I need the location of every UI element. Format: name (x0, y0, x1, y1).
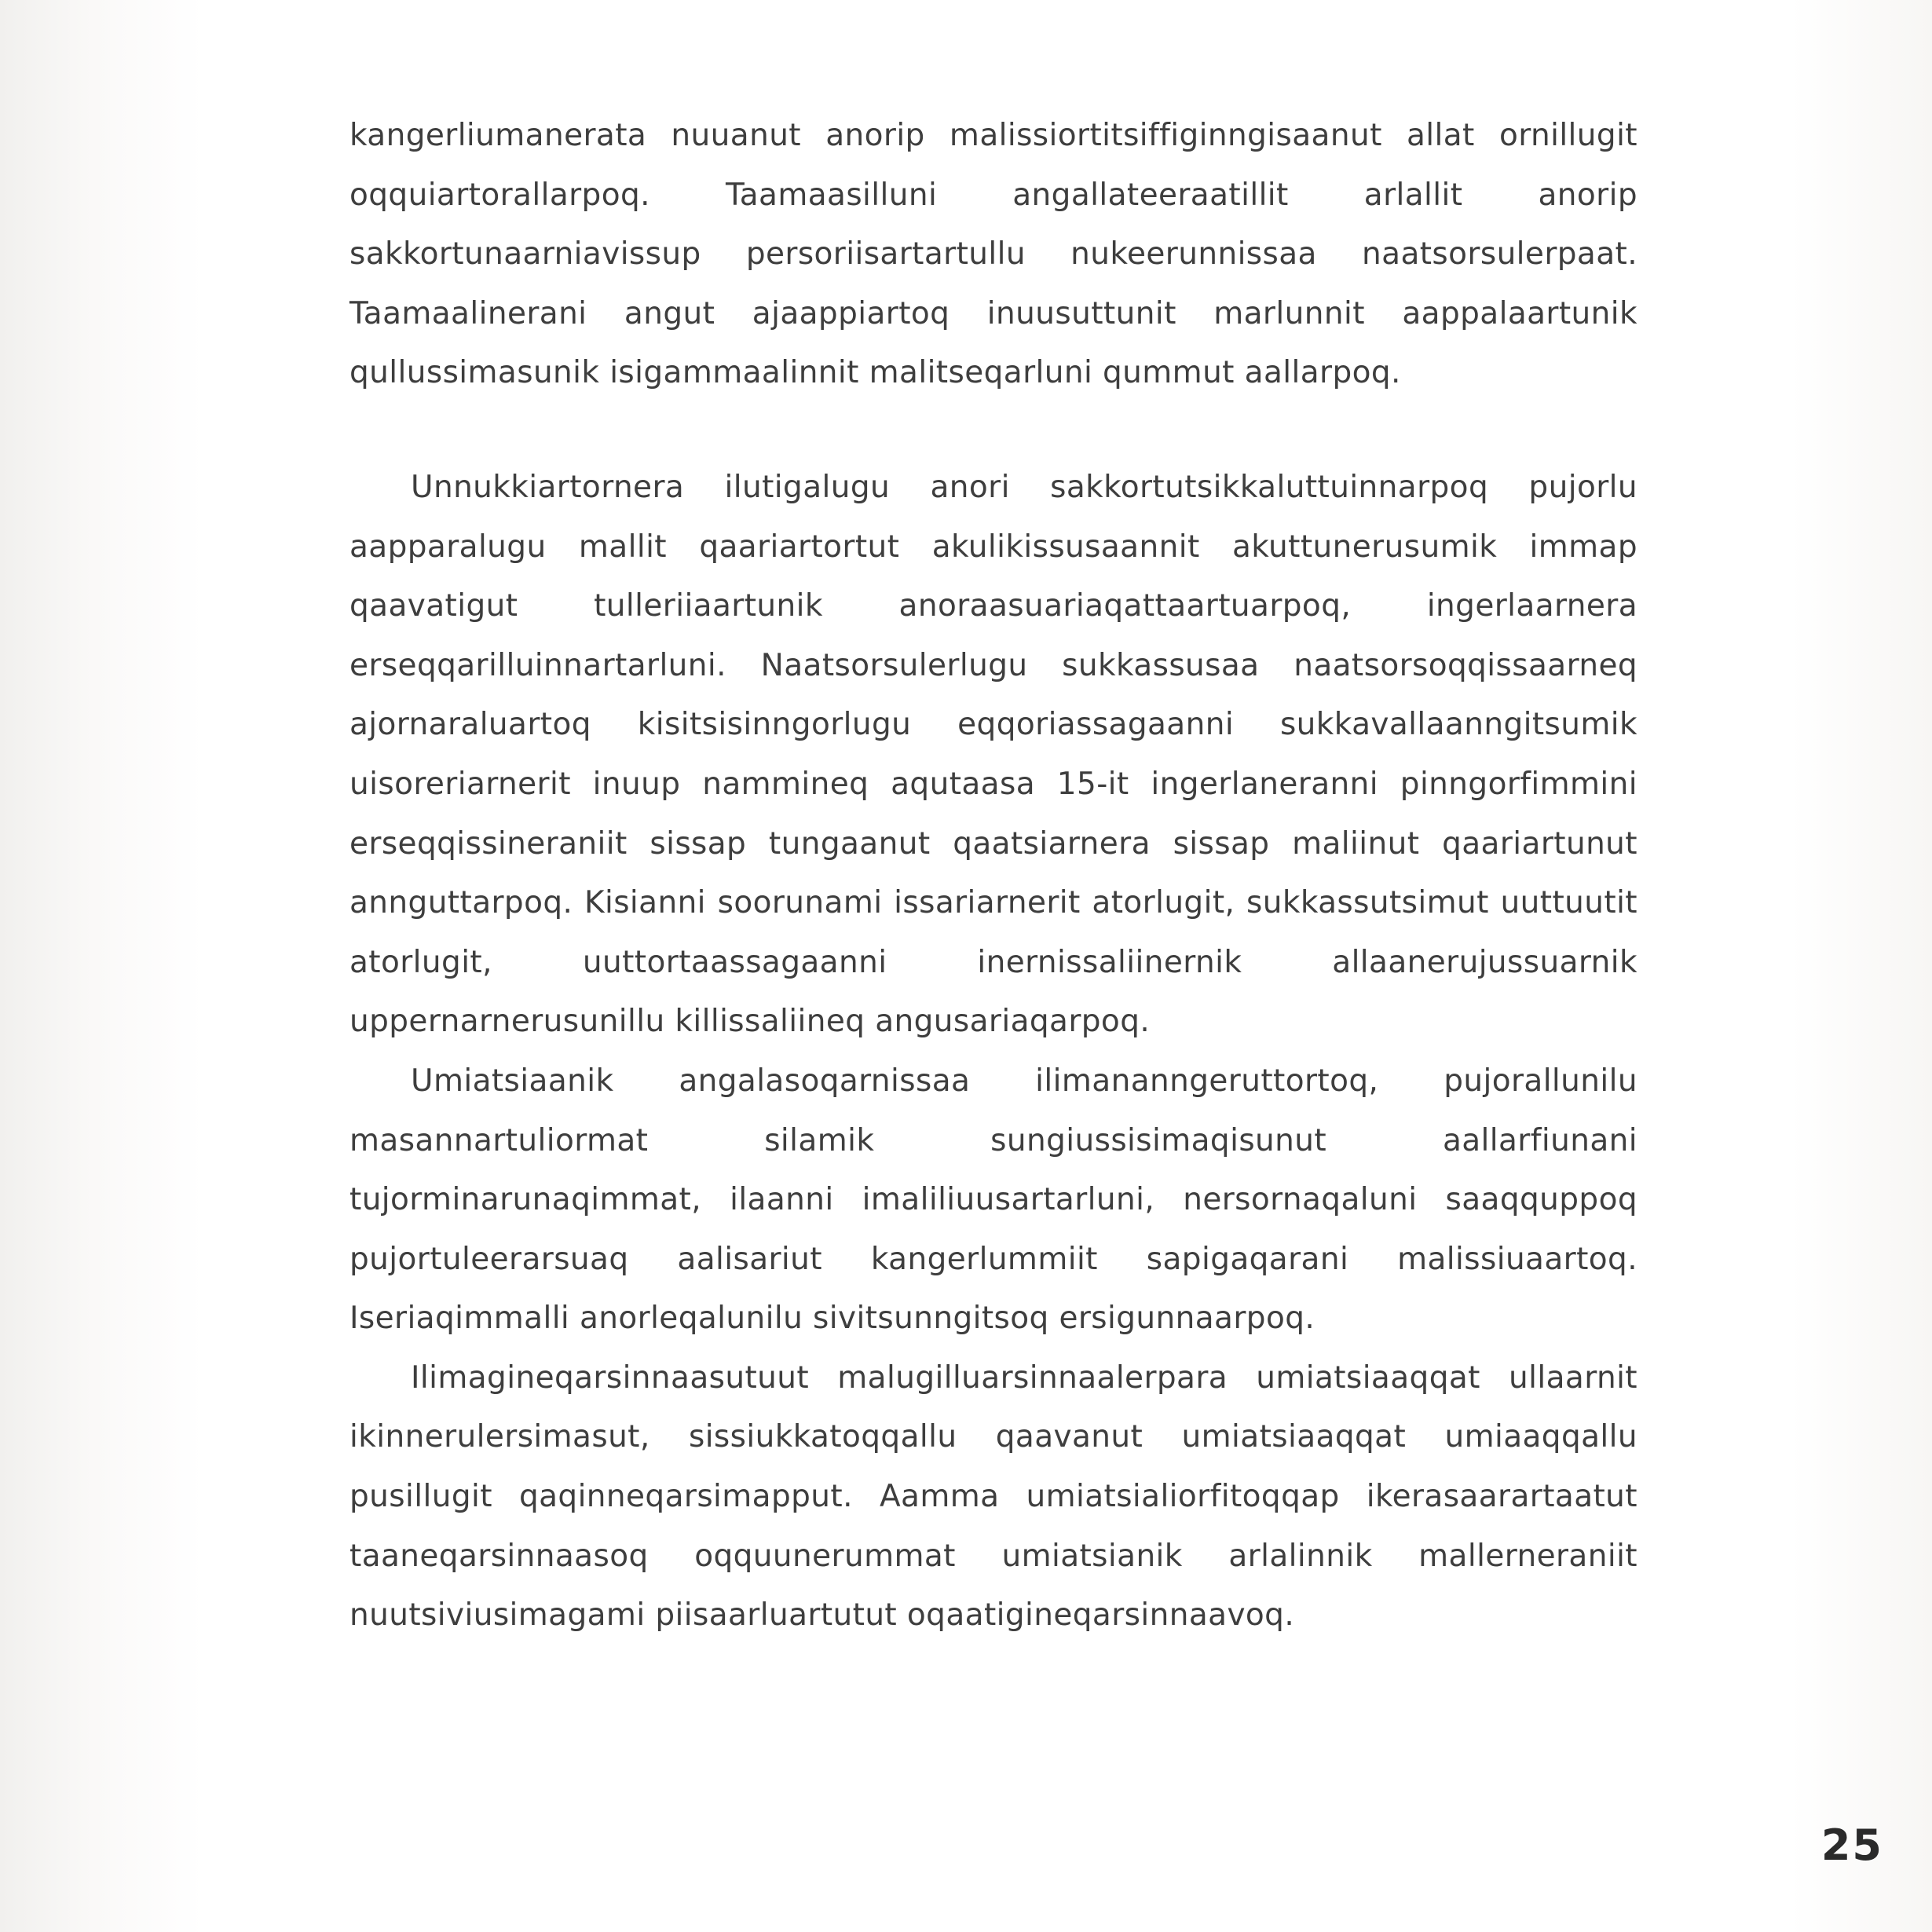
paragraph-1: kangerliumanerata nuuanut anorip malissiortitsiffiginngisaanut allat ornillugit oqquiartorallarpoq. Taamaasilluni angallateeraatillit arlallit anorip sakkortunaarniavissup persoriisartartullu nukeerunnissaa naatsorsulerpaat. Taamaalinerani angut ajaappiartoq inuusuttunit marlunnit aappalaartunik qullussimasunik isigammaalinnit malitseqarluni qummut aallarpoq. (349, 118, 1637, 391)
paragraph-4: Ilimagineqarsinnaasutuut malugilluarsinnaalerpara umiatsiaaqqat ullaarnit ikinnerulersimasut, sissiukkatoqqallu qaavanut umiatsiaaqqat umiaaqqallu pusillugit qaqinneqarsimapput. Aamma umiatsialiorfitoqqap ikerasaarartaatut taaneqarsinnaasoq oqquunerummat umiatsianik arlalinnik mallerneraniit nuutsiviusimagami piisaarluartutut oqaatigineqarsinnaavoq. (349, 1359, 1637, 1634)
page-number: 25 (1820, 1820, 1883, 1870)
paragraph-3: Umiatsiaanik angalasoqarnissaa ilimananngeruttortoq, pujorallunilu masannartuliormat silamik sungiussisimaqisunut aallarfiunani tujorminarunaqimmat, ilaanni imaliliuusartarluni, nersornaqaluni saaqquppoq pujortuleerarsuaq aalisariut kangerlummiit sapigaqarani malissiuaartoq. Iseriaqimmalli anorleqalunilu sivitsunngitsoq ersigunnaarpoq. (349, 1063, 1637, 1337)
body-text (349, 106, 1637, 1645)
paragraph-2: Unnukkiartornera ilutigalugu anori sakkortutsikkaluttuinnarpoq pujorlu aapparalugu mallit qaariartortut akulikissusaannit akuttunerusumik immap qaavatigut tulleriiaartunik anoraasuariaqattaartuarpoq, ingerlaarnera erseqqarilluinnartarluni. Naatsorsulerlugu sukkassusaa naatsorsoqqissaarneq ajornaraluartoq kisitsisinngorlugu eqqoriassagaanni sukkavallaanngitsumik uisoreriarnerit inuup nammineq aqutaasa 15-it ingerlaneranni pinngorfimmini erseqqissineraniit sissap tungaanut qaatsiarnera sissap maliinut qaariartunut annguttarpoq. Kisianni soorunami issariarnerit atorlugit, sukkassutsimut uuttuutit atorlugit, uuttortaassagaanni inernissaliinernik allaanerujussuarnik uppernarnerusunillu killissaliineq angusariaqarpoq. (349, 469, 1637, 1040)
